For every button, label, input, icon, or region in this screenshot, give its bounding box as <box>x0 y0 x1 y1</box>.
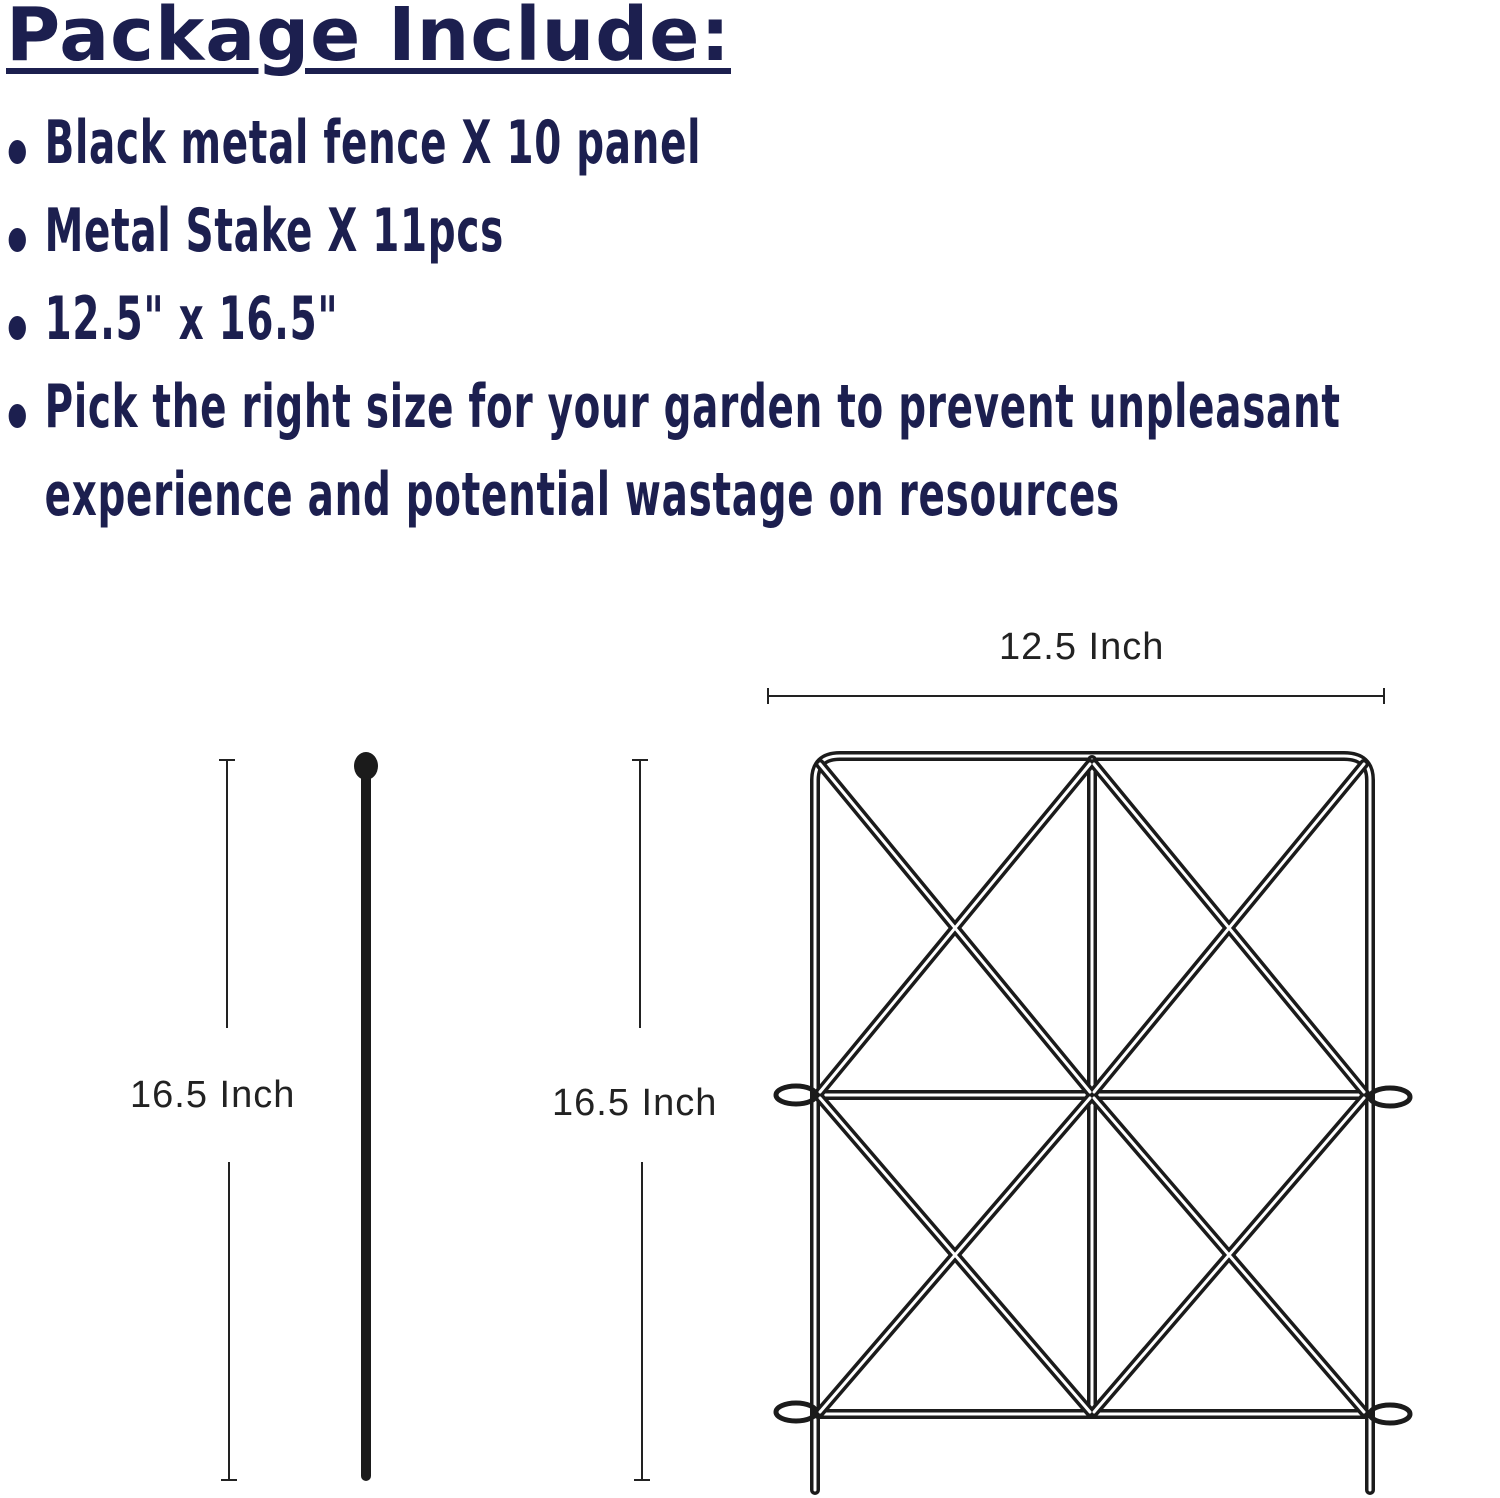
panel-width-dimension-line <box>768 688 1384 704</box>
panel-width-label: 12.5 Inch <box>999 626 1165 668</box>
package-title: Package Include: <box>6 0 731 78</box>
metal-stake-icon <box>354 752 378 1476</box>
panel-height-label: 16.5 Inch <box>552 1082 718 1124</box>
stake-height-label: 16.5 Inch <box>130 1074 296 1116</box>
stake-height-dimension-line <box>219 760 237 1480</box>
fence-panel-icon <box>776 756 1410 1490</box>
